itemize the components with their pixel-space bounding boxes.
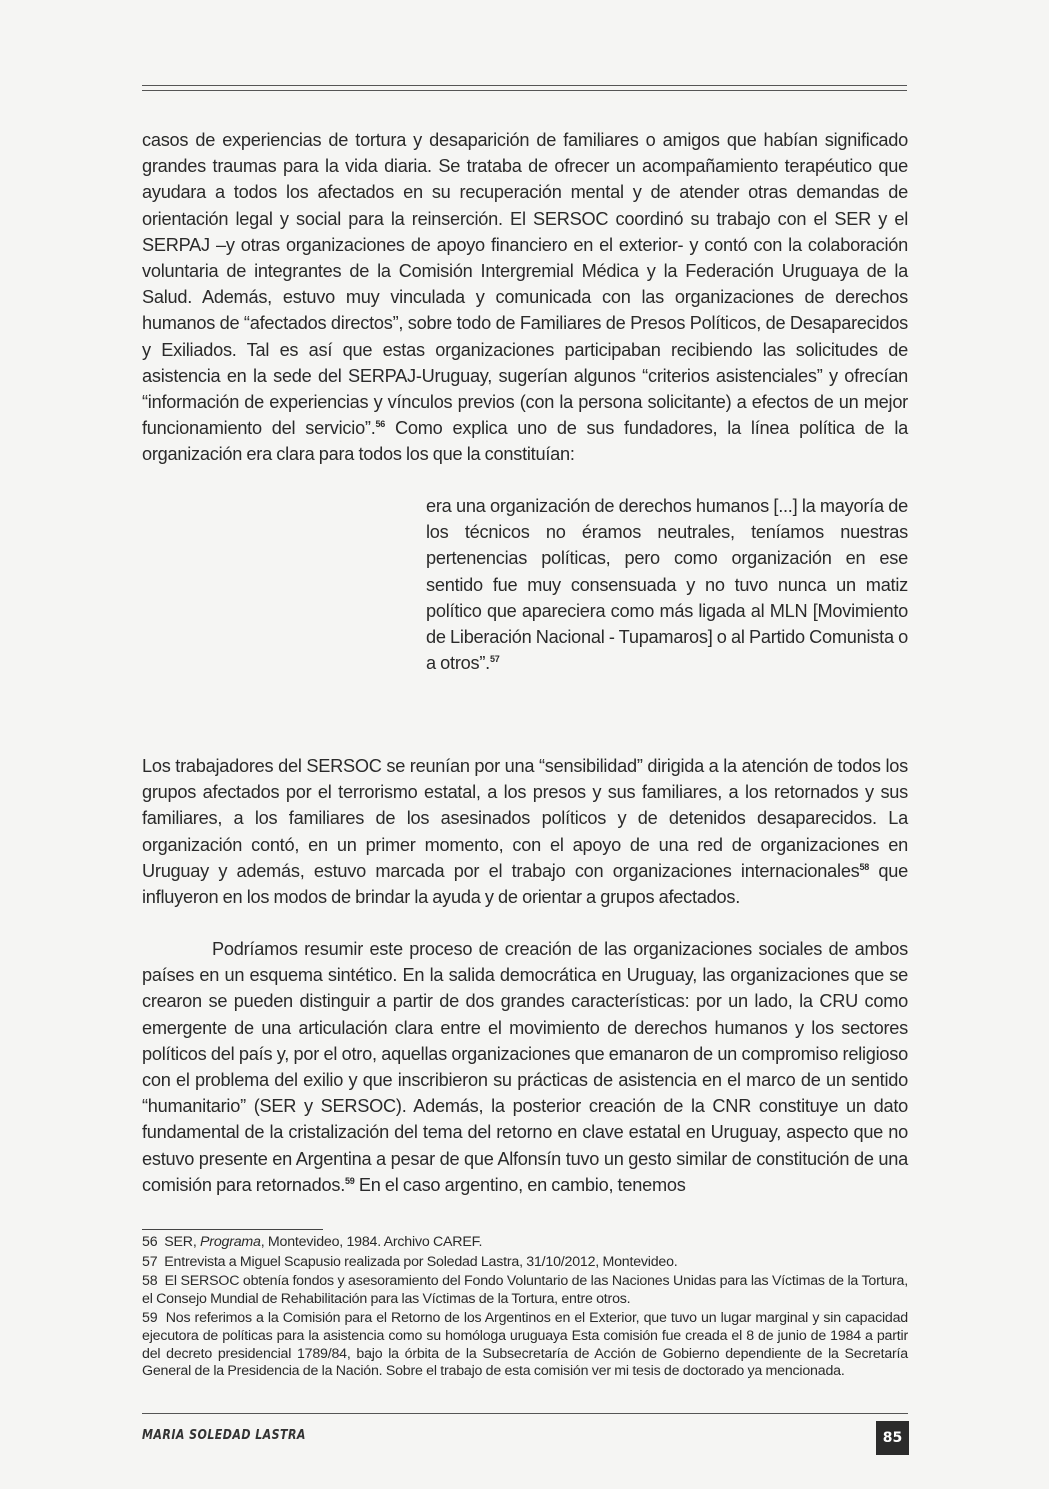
footnote-number: 56	[142, 1234, 158, 1250]
paragraph-1-text: casos de experiencias de tortura y desaparición de familiares o amigos que habían significado grandes traumas para la vida diaria. Se trataba de ofrecer un acompañamiento terapéutico que ayudara a todos los afectados en su recuperación mental y de atender otras demandas de orientación legal y social para la reinserción. El SERSOC coordinó su trabajo con el SER y el SERPAJ –y otras organizaciones de apoyo financiero en el exterior- y contó con la colaboración voluntaria de integrantes de la Comisión Intergremial Médica y la Federación Uruguaya de la Salud. Además, estuvo muy vinculada y comunicada con las organizaciones de derechos humanos de “afectados directos”, sobre todo de Familiares de Presos Políticos, de Desaparecidos y Exiliados. Tal es así que estas organizaciones participaban recibiendo las solicitudes de asistencia en la sede del SERPAJ-Uruguay, sugerían algunos “criterios asistenciales” y ofrecían “información de experiencias y vínculos previos (con la persona solicitante) a efectos de un mejor funcionamiento del servicio”.	[142, 130, 908, 439]
footnotes	[142, 1234, 908, 1383]
footnote-56-title: Programa	[200, 1234, 261, 1250]
footnote-58-text: El SERSOC obtenía fondos y asesoramiento del Fondo Voluntario de las Naciones Unidas para las Víctimas de la Tortura, el Consejo Mundial de Rehabilitación para las Víctimas de la Tortura, entre otros.	[142, 1273, 908, 1307]
footnote-number: 57	[142, 1253, 158, 1270]
footnote-56	[142, 1234, 908, 1252]
paragraph-2-text-cont: que influyeron en los modos de brindar la ayuda y de orientar a grupos afectados.	[142, 860, 908, 908]
block-quote	[426, 493, 908, 676]
header-rule-bottom	[142, 90, 907, 91]
footnote-58	[142, 1273, 908, 1308]
footnote-ref-56[interactable]: 56	[375, 419, 386, 430]
paragraph-3-text: Podríamos resumir este proceso de creación de las organizaciones sociales de ambos países en un esquema sintético. En la salida democrática en Uruguay, las organizaciones que se crearon se pueden distinguir a partir de dos grandes características: por un lado, la CRU como emergente de una articulación clara entre el movimiento de derechos humanos y los sectores políticos del país y, por el otro, aquellas organizaciones que emanaron de un compromiso religioso con el problema del exilio y que inscribieron su prácticas de asistencia en el marco de un sentido “humanitario” (SER y SERSOC). Además, la posterior creación de la CNR constituye un dato fundamental de la cristalización del tema del retorno en clave estatal en Uruguay, aspecto que no estuvo presente en Argentina a pesar de que Alfonsín tuvo un gesto similar de constitución de una comisión para retornados.	[142, 939, 908, 1195]
footnote-56-text-cont: , Montevideo, 1984. Archivo CAREF.	[260, 1234, 483, 1250]
footer-rule	[142, 1413, 908, 1414]
footnote-57	[142, 1254, 908, 1272]
paragraph-3-text-cont: En el caso argentino, en cambio, tenemos	[354, 1174, 686, 1195]
paragraph-2	[142, 753, 908, 910]
footnote-59-text: Nos referimos a la Comisión para el Retorno de los Argentinos en el Exterior, que tuvo un lugar marginal y sin capacidad ejecutora de políticas para la asistencia como su homóloga uruguaya Esta comisión fue creada el 8 de junio de 1984 a partir del decreto presidencial 1789/84, bajo la órbita de la Subsecretaría de Acción de Gobierno dependiente de la Secretaría General de la Presidencia de la Nación. Sobre el trabajo de esta comisión ver mi tesis de doctorado ya mencionada.	[142, 1310, 908, 1380]
footnote-59	[142, 1310, 908, 1380]
footnote-ref-59[interactable]: 59	[345, 1175, 355, 1186]
footnote-ref-57[interactable]: 57	[489, 654, 500, 665]
paragraph-2-text: Los trabajadores del SERSOC se reunían por una “sensibilidad” dirigida a la atención de todos los grupos afectados por el terrorismo estatal, a los presos y sus familiares, a los retornados y sus familiares, a los familiares de los asesinados políticos y de detenidos desaparecidos. La organización contó, en un primer momento, con el apoyo de una red de organizaciones en Uruguay y además, estuvo marcada por el trabajo con organizaciones internacionales	[142, 756, 908, 881]
author-name: MARIA SOLEDAD LASTRA	[142, 1428, 306, 1443]
footnote-56-text: SER,	[164, 1234, 201, 1250]
paragraph-1	[142, 127, 908, 468]
footnote-ref-58[interactable]: 58	[859, 861, 870, 872]
header-rule-top	[142, 85, 907, 86]
block-quote-text: era una organización de derechos humanos [...] la mayoría de los técnicos no éramos neutrales, teníamos nuestras pertenencias políticas, pero como organización en ese sentido fue muy consensuada y no tuvo nunca un matiz político que apareciera como más ligada al MLN [Movimiento de Liberación Nacional - Tupamaros] o al Partido Comunista o a otros”.	[426, 496, 908, 674]
page-number: 85	[876, 1421, 909, 1455]
paragraph-3	[142, 936, 908, 1198]
footnote-57-text: Entrevista a Miguel Scapusio realizada por Soledad Lastra, 31/10/2012, Montevideo.	[164, 1253, 678, 1270]
footnote-number: 59	[142, 1310, 158, 1327]
paragraph-1-text-cont: Como explica uno de sus fundadores, la línea política de la organización era clara para todos los que la constituían:	[142, 418, 908, 465]
footnote-separator	[142, 1229, 323, 1230]
footnote-number: 58	[142, 1273, 158, 1290]
